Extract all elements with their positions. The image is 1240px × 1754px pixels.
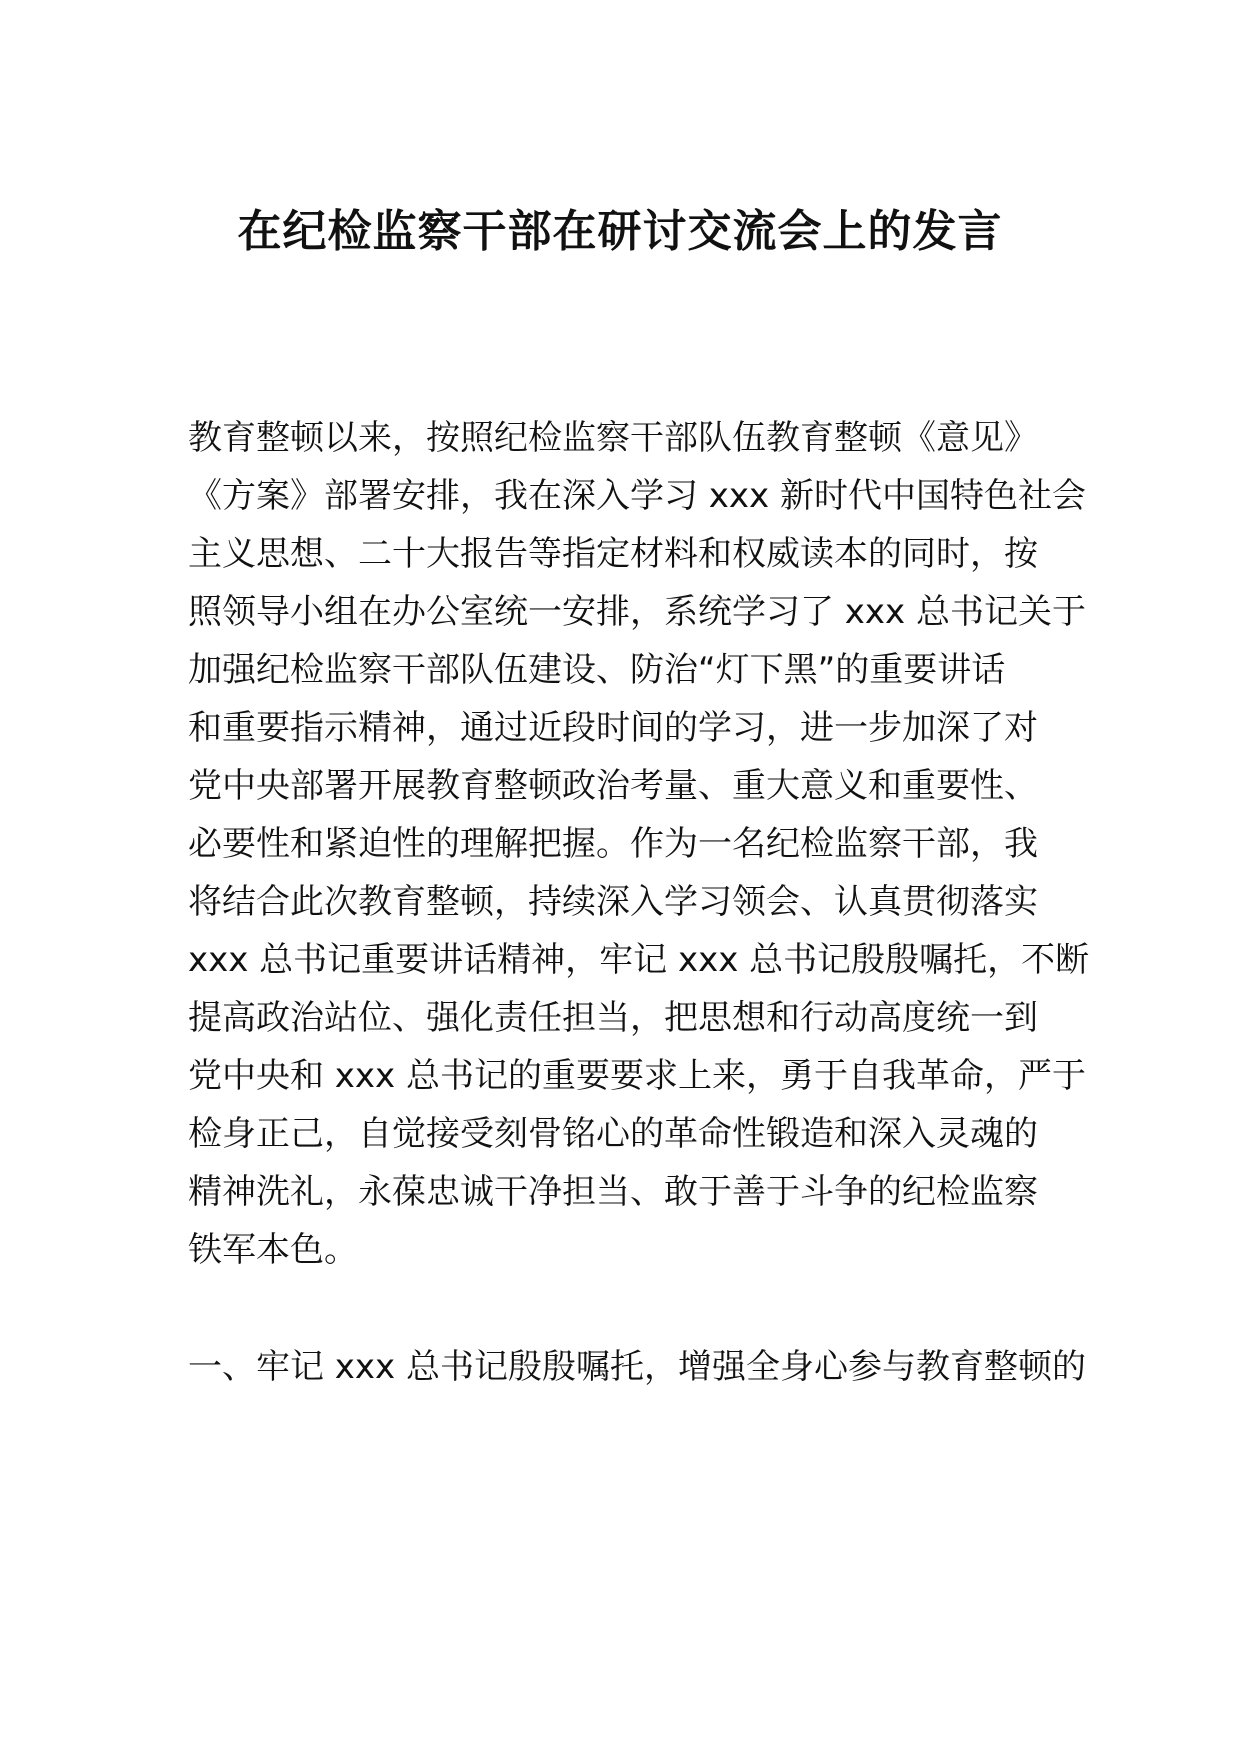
paragraph-line: 党中央和 xxx 总书记的重要要求上来，勇于自我革命，严于	[188, 1056, 1086, 1096]
paragraph-line: 和重要指示精神，通过近段时间的学习，进一步加深了对	[188, 708, 1038, 748]
paragraph-line: 提高政治站位、强化责任担当，把思想和行动高度统一到	[188, 998, 1038, 1038]
paragraph-line: 加强纪检监察干部队伍建设、防治“灯下黑”的重要讲话	[188, 650, 1006, 690]
paragraph-line: 铁军本色。	[188, 1230, 358, 1270]
paragraph-line: 将结合此次教育整顿，持续深入学习领会、认真贯彻落实	[188, 882, 1038, 922]
paragraph-line: 《方案》部署安排，我在深入学习 xxx 新时代中国特色社会	[188, 476, 1086, 516]
paragraph-line: 教育整顿以来，按照纪检监察干部队伍教育整顿《意见》	[188, 418, 1038, 458]
document-title: 在纪检监察干部在研讨交流会上的发言	[237, 206, 1003, 257]
paragraph-line: 精神洗礼，永葆忠诚干净担当、敢于善于斗争的纪检监察	[188, 1172, 1038, 1212]
paragraph-line: 党中央部署开展教育整顿政治考量、重大意义和重要性、	[188, 766, 1038, 806]
paragraph-line: 照领导小组在办公室统一安排，系统学习了 xxx 总书记关于	[188, 592, 1086, 632]
paragraph-line: 主义思想、二十大报告等指定材料和权威读本的同时，按	[188, 534, 1038, 574]
paragraph-line: 检身正己，自觉接受刻骨铭心的革命性锻造和深入灵魂的	[188, 1114, 1038, 1154]
section-heading: 一、牢记 xxx 总书记殷殷嘱托，增强全身心参与教育整顿的	[188, 1347, 1086, 1387]
paragraph-line: 必要性和紧迫性的理解把握。作为一名纪检监察干部，我	[188, 824, 1038, 864]
paragraph-line: xxx 总书记重要讲话精神，牢记 xxx 总书记殷殷嘱托，不断	[188, 940, 1090, 980]
